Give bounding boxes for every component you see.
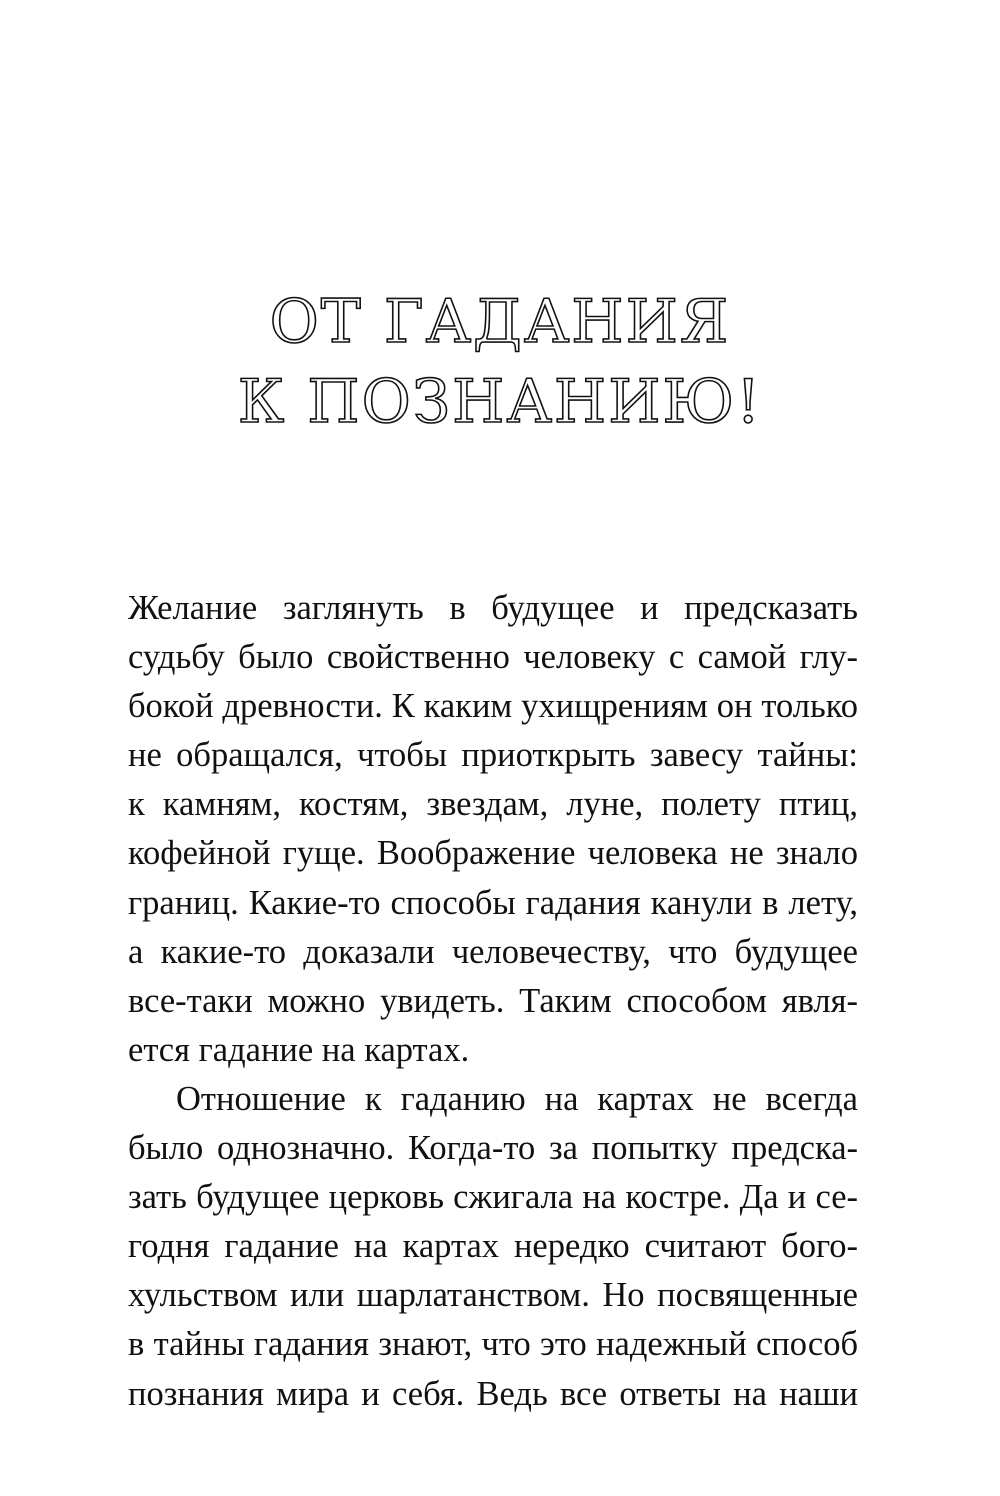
text-line: судьбу было свойственно человеку с самой глу- <box>128 638 858 677</box>
text-line: границ. Какие-то способы гадания канули в лету, <box>128 883 858 922</box>
text-line: зать будущее церковь сжигала на костре. Да и се- <box>128 1178 858 1217</box>
text-line: кофейной гуще. Воображение человека не знало <box>128 834 858 873</box>
text-line: хульством или шарлатанством. Но посвященные <box>128 1276 858 1315</box>
text-line: все-таки можно увидеть. Таким способом явля- <box>128 981 858 1020</box>
text-line: не обращался, чтобы приоткрыть завесу тайны: <box>128 736 858 775</box>
text-line: познания мира и себя. Ведь все ответы на наши <box>128 1374 858 1413</box>
text-line: ется гадание на картах. <box>128 1030 470 1069</box>
chapter-title-line-2: К ПОЗНАНИЮ! <box>237 367 763 437</box>
text-line: Отношение к гаданию на картах не всегда <box>176 1079 858 1118</box>
chapter-title-line-1: ОТ ГАДАНИЯ <box>269 287 731 357</box>
text-line: годня гадание на картах нередко считают бого- <box>128 1227 858 1266</box>
text-line: к камням, костям, звездам, луне, полету птиц, <box>128 785 858 824</box>
text-line: Желание заглянуть в будущее и предсказать <box>128 589 858 627</box>
text-line: в тайны гадания знают, что это надежный способ <box>128 1325 858 1364</box>
paragraph-1 <box>128 584 858 1075</box>
body-text <box>128 584 858 1419</box>
chapter-title <box>0 282 1000 442</box>
text-line: было однозначно. Когда-то за попытку предска- <box>128 1129 858 1168</box>
text-line: а какие-то доказали человечеству, что будущее <box>128 932 858 971</box>
paragraph-2 <box>128 1075 858 1419</box>
text-line: бокой древности. К каким ухищрениям он только <box>128 687 858 726</box>
